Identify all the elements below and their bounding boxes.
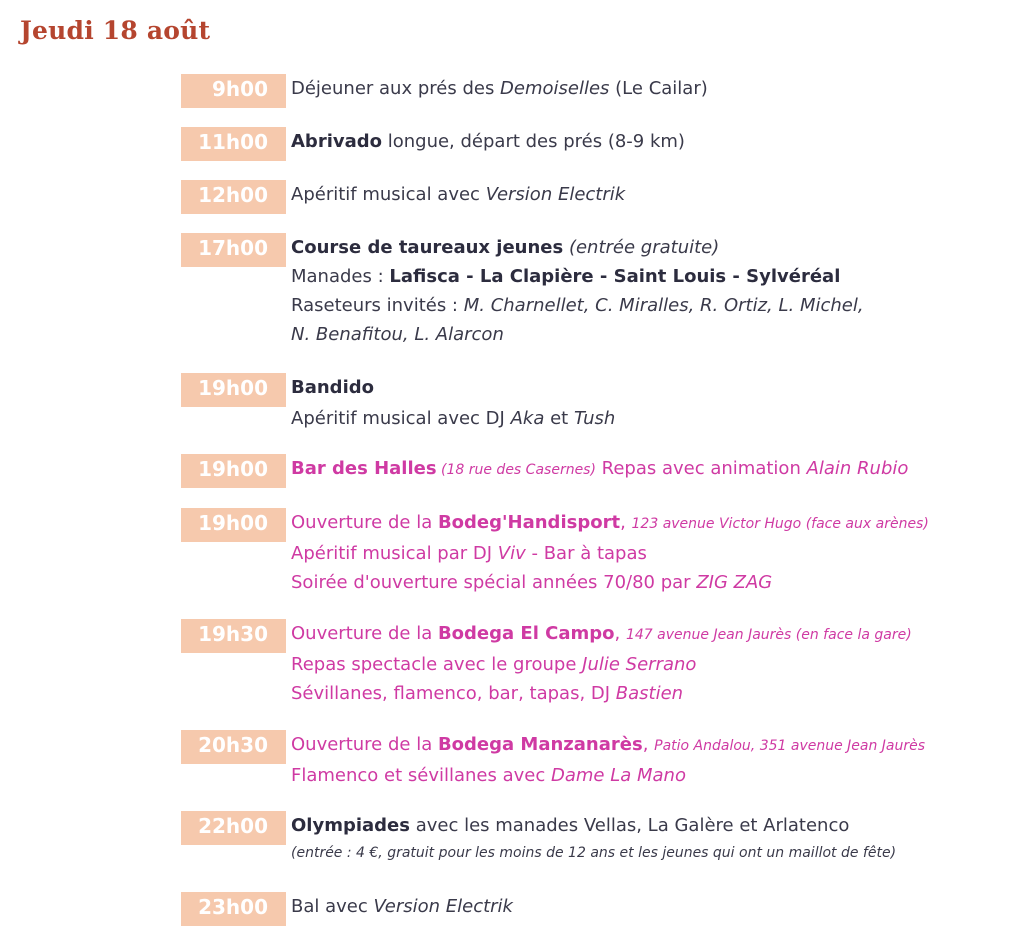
entry-line: Ouverture de la Bodega El Campo, 147 avenue Jean Jaurès (en face la gare) [291,623,912,644]
entry-line: Abrivado longue, départ des prés (8-9 km) [291,131,685,152]
time-badge: 19h00 [181,373,286,407]
entry-note: (entrée : 4 €, gratuit pour les moins de 12 ans et les jeunes qui ont un maillot de fête) [291,845,897,861]
entry-line: Course de taureaux jeunes (entrée gratuite) [291,237,720,258]
entry-line: Apéritif musical par DJ Viv - Bar à tapas [291,543,647,564]
entry-line: Raseteurs invités : M. Charnellet, C. Miralles, R. Ortiz, L. Michel, [291,295,864,316]
entry-line: Flamenco et sévillanes avec Dame La Mano [291,765,686,786]
entry-line: Bandido [291,377,374,398]
entry-line: Apéritif musical avec Version Electrik [291,184,626,205]
entry-line: Bar des Halles (18 rue des Casernes) Repas avec animation Alain Rubio [291,458,909,479]
day-title: Jeudi 18 août [20,16,211,45]
entry-line: Déjeuner aux prés des Demoiselles (Le Cailar) [291,78,708,99]
time-badge: 22h00 [181,811,286,845]
time-badge: 12h00 [181,180,286,214]
entry-line: N. Benafitou, L. Alarcon [291,324,504,345]
entry-line: Manades : Lafisca - La Clapière - Saint Louis - Sylvéréal [291,266,841,287]
time-badge: 19h00 [181,454,286,488]
entry-line: Ouverture de la Bodeg'Handisport, 123 avenue Victor Hugo (face aux arènes) [291,512,929,533]
time-badge: 23h00 [181,892,286,926]
time-badge: 11h00 [181,127,286,161]
time-badge: 19h30 [181,619,286,653]
entry-line: Olympiades avec les manades Vellas, La Galère et Arlatenco [291,815,850,836]
entry-line: Sévillanes, flamenco, bar, tapas, DJ Bastien [291,683,684,704]
entry-line: Repas spectacle avec le groupe Julie Serrano [291,654,697,675]
time-badge: 9h00 [181,74,286,108]
entry-line: Apéritif musical avec DJ Aka et Tush [291,408,616,429]
time-badge: 20h30 [181,730,286,764]
entry-line: Soirée d'ouverture spécial années 70/80 par ZIG ZAG [291,572,773,593]
entry-line: Bal avec Version Electrik [291,896,513,917]
time-badge: 19h00 [181,508,286,542]
entry-line: Ouverture de la Bodega Manzanarès, Patio Andalou, 351 avenue Jean Jaurès [291,734,926,755]
time-badge: 17h00 [181,233,286,267]
